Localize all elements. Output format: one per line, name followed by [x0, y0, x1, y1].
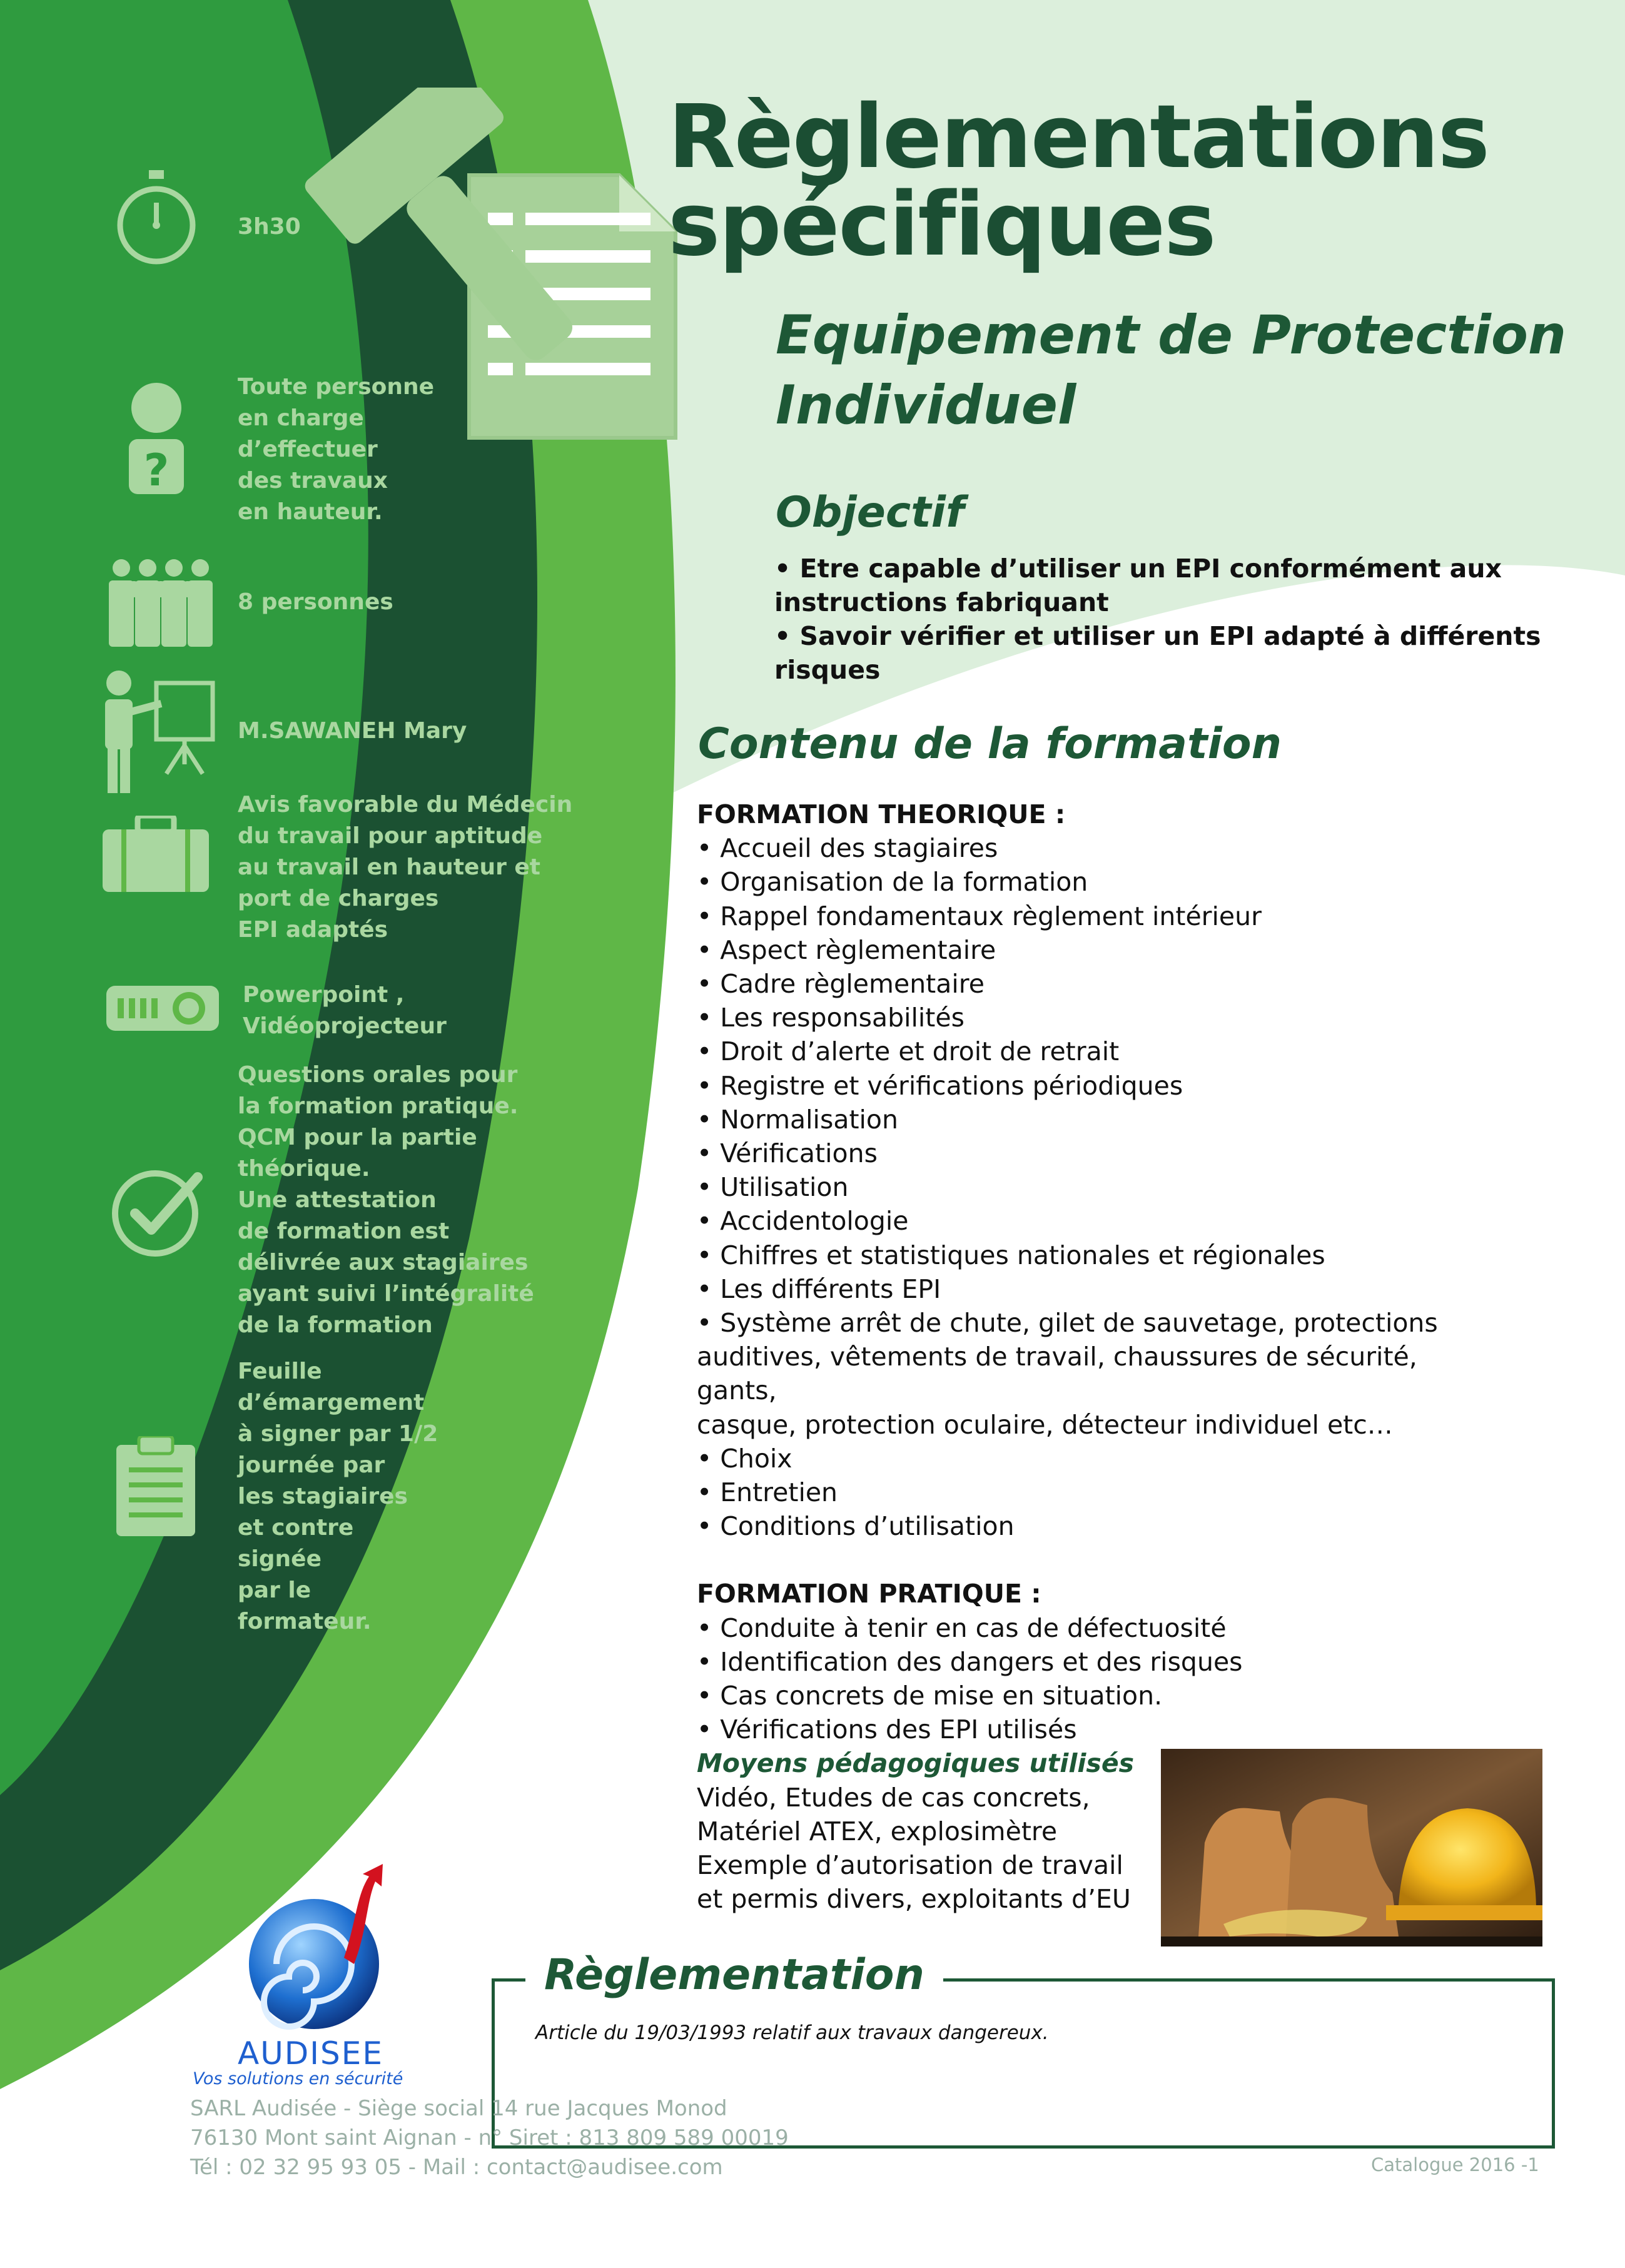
pratique-item: • Conduite à tenir en cas de défectuosité: [697, 1612, 1227, 1643]
theorique-item: • Entretien: [697, 1477, 838, 1508]
title-line-2: spécifiques: [668, 174, 1215, 276]
theorique-item: • Accidentologie: [697, 1206, 909, 1237]
audisee-tagline: Vos solutions en sécurité: [193, 2069, 403, 2088]
suivi-line: d’émargement: [238, 1390, 425, 1415]
effectif-text: 8 personnes: [238, 589, 393, 615]
evaluation-text: [238, 1060, 534, 1341]
page-subtitle: [776, 300, 1589, 440]
theorique-item: • Rappel fondamentaux règlement intérieur: [697, 901, 1262, 931]
evaluation-line: QCM pour la partie: [238, 1125, 477, 1150]
pratique-item: • Cas concrets de mise en situation.: [697, 1681, 1163, 1711]
theorique-item: casque, protection oculaire, détecteur individuel etc…: [697, 1409, 1393, 1440]
suivi-line: formateur.: [238, 1609, 372, 1634]
public-line: en charge: [238, 405, 364, 431]
evaluation-line: la formation pratique.: [238, 1093, 519, 1119]
moyens-line: Vidéoprojecteur: [243, 1013, 447, 1039]
theorique-item: • Les différents EPI: [697, 1273, 941, 1304]
public-text: [238, 372, 434, 528]
prerequis-line: EPI adaptés: [238, 917, 388, 943]
public-line: d’effectuer: [238, 437, 378, 462]
theorique-item: • Vérifications: [697, 1138, 878, 1169]
suivi-line: Feuille: [238, 1359, 322, 1384]
spacer: [697, 1543, 1460, 1577]
projector-icon: [106, 982, 219, 1035]
audisee-globe-logo: [244, 1864, 394, 2039]
clipboard-icon: [116, 1436, 195, 1536]
catalogue-label: Catalogue 2016 -1: [1371, 2154, 1539, 2175]
checkmark-circle-icon: [110, 1165, 204, 1258]
moyens-item: Matériel ATEX, explosimètre: [697, 1816, 1058, 1846]
prerequis-text: [238, 789, 572, 946]
audisee-brand-name: AUDISEE: [238, 2035, 383, 2072]
briefcase-icon: [103, 816, 209, 892]
suivi-line: par le: [238, 1577, 311, 1603]
evaluation-line: de la formation: [238, 1312, 433, 1338]
theorique-item: • Choix: [697, 1443, 792, 1474]
stopwatch-icon: [113, 168, 200, 268]
duree-text: 3h30: [238, 214, 301, 240]
prerequis-line: port de charges: [238, 886, 439, 911]
suivi-line: à signer par 1/2: [238, 1421, 438, 1447]
theorique-item: • Les responsabilités: [697, 1003, 964, 1033]
objectif-list: [774, 552, 1544, 687]
suivi-line: journée par: [238, 1452, 385, 1478]
objectif-item: • Savoir vérifier et utiliser un EPI adapté à différents risques: [774, 621, 1541, 685]
contenu-heading: Contenu de la formation: [698, 719, 1282, 769]
moyens-item: Exemple d’autorisation de travail: [697, 1850, 1123, 1881]
title-line-1: Règlementations: [668, 86, 1489, 188]
theorique-item: • Accueil des stagiaires: [697, 833, 998, 864]
safety-equipment-photo: [1161, 1749, 1542, 1947]
footer-address: [190, 2094, 789, 2182]
theorique-item: auditives, vêtements de travail, chaussures de sécurité, gants,: [697, 1342, 1417, 1406]
suivi-line: les stagiaires: [238, 1484, 408, 1509]
moyens-item: Vidéo, Etudes de cas concrets,: [697, 1782, 1090, 1813]
pratique-heading: FORMATION PRATIQUE :: [697, 1579, 1041, 1609]
subtitle-line-1: Equipement de Protection: [776, 304, 1567, 367]
footer-line: Tél : 02 32 95 93 05 - Mail : contact@audisee.com: [190, 2155, 723, 2180]
theorique-item: • Chiffres et statistiques nationales et régionales: [697, 1240, 1325, 1270]
prerequis-line: Avis favorable du Médecin: [238, 792, 573, 818]
theorique-item: • Normalisation: [697, 1104, 898, 1135]
subtitle-line-2: Individuel: [776, 374, 1076, 437]
evaluation-line: ayant suivi l’intégralité: [238, 1281, 534, 1307]
suivi-line: signée: [238, 1546, 321, 1572]
evaluation-line: Une attestation: [238, 1187, 437, 1213]
footer-line: SARL Audisée - Siège social 14 rue Jacques Monod: [190, 2096, 727, 2121]
theorique-item: • Organisation de la formation: [697, 867, 1088, 898]
footer-line: 76130 Mont saint Aignan - n° Siret : 813 809 589 00019: [190, 2125, 789, 2150]
evaluation-line: Questions orales pour: [238, 1062, 518, 1088]
moyens-line: Powerpoint ,: [243, 982, 405, 1008]
formateur-text: M.SAWANEH Mary: [238, 718, 467, 744]
objectif-item: • Etre capable d’utiliser un EPI conformément aux: [774, 554, 1502, 584]
group-people-icon: [103, 555, 215, 647]
objectif-heading: Objectif: [776, 488, 964, 537]
suivi-text: [238, 1356, 438, 1638]
evaluation-line: théorique.: [238, 1156, 370, 1182]
theorique-item: • Utilisation: [697, 1172, 849, 1203]
objectif-item: instructions fabriquant: [774, 587, 1109, 617]
prerequis-line: au travail en hauteur et: [238, 854, 540, 880]
public-line: Toute personne: [238, 374, 435, 400]
reglementation-text: Article du 19/03/1993 relatif aux travaux dangereux.: [535, 2022, 1049, 2044]
moyens-heading: Moyens pédagogiques utilisés: [697, 1748, 1135, 1779]
pratique-item: • Identification des dangers et des risques: [697, 1646, 1243, 1677]
theorique-item: • Registre et vérifications périodiques: [697, 1070, 1183, 1101]
svg-text:?: ?: [143, 445, 170, 494]
pratique-item: • Vérifications des EPI utilisés: [697, 1714, 1077, 1745]
reglementation-heading: Règlementation: [525, 1950, 943, 2000]
theorique-item: • Conditions d’utilisation: [697, 1511, 1015, 1542]
prerequis-line: du travail pour aptitude: [238, 823, 543, 849]
theorique-heading: FORMATION THEORIQUE :: [697, 799, 1066, 829]
theorique-item: • Aspect règlementaire: [697, 934, 996, 965]
evaluation-line: délivrée aux stagiaires: [238, 1250, 529, 1275]
public-line: des travaux: [238, 468, 388, 494]
theorique-item: • Droit d’alerte et droit de retrait: [697, 1036, 1120, 1067]
theorique-item: • Cadre règlementaire: [697, 969, 985, 1000]
public-line: en hauteur.: [238, 499, 383, 525]
page-title: [668, 86, 1489, 276]
moyens-item: et permis divers, exploitants d’EU: [697, 1884, 1131, 1915]
trainer-presentation-icon: [99, 671, 218, 796]
theorique-item: • Système arrêt de chute, gilet de sauvetage, protections: [697, 1308, 1438, 1339]
moyens-text: [243, 980, 447, 1042]
person-question-icon: [125, 382, 188, 494]
suivi-line: et contre: [238, 1515, 354, 1541]
evaluation-line: de formation est: [238, 1218, 450, 1244]
